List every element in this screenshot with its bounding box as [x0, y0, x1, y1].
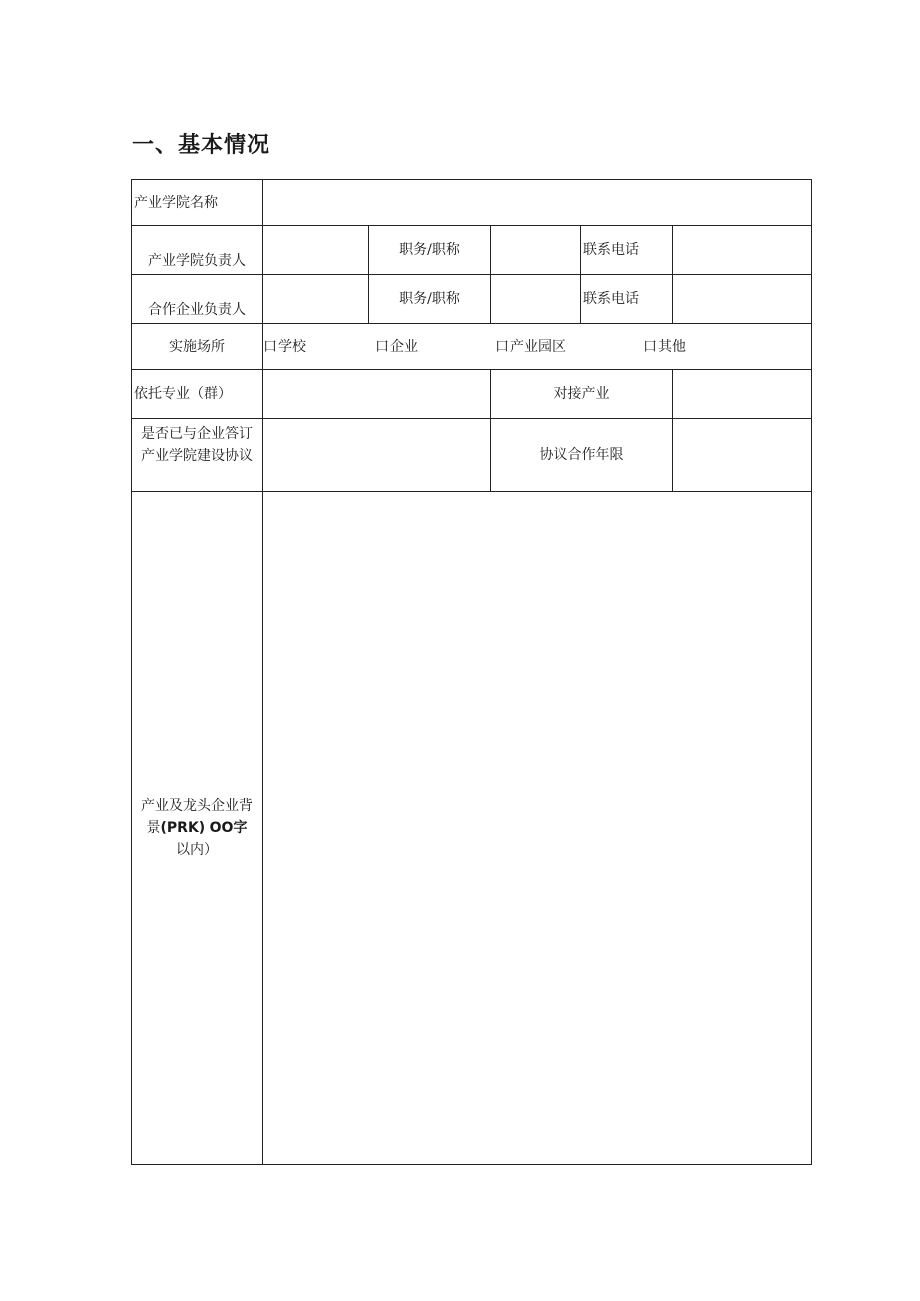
partner-leader-position-field[interactable]: [491, 275, 581, 324]
college-leader-position-label: 职务/职称: [369, 226, 491, 275]
checkbox-icon[interactable]: 口: [495, 338, 509, 355]
college-leader-field[interactable]: [263, 226, 369, 275]
background-field[interactable]: [263, 492, 812, 1165]
agreement-term-label: 协议合作年限: [491, 419, 673, 492]
venue-option-school[interactable]: 口学校: [263, 338, 306, 355]
checkbox-icon[interactable]: 口: [263, 338, 277, 355]
college-leader-phone-field[interactable]: [673, 226, 812, 275]
section-title: 一、基本情况: [132, 133, 271, 158]
venue-option-industrial-park[interactable]: 口产业园区: [495, 338, 566, 355]
major-label: 依托专业（群）: [132, 370, 263, 419]
partner-leader-phone-label: 联系电话: [581, 275, 673, 324]
partner-leader-field[interactable]: [263, 275, 369, 324]
industry-label: 对接产业: [491, 370, 673, 419]
partner-leader-label: 合作企业负责人: [132, 275, 263, 324]
agreement-field[interactable]: [263, 419, 491, 492]
agreement-label: 是否已与企业答订 产业学院建设协议: [132, 419, 263, 492]
partner-leader-position-label: 职务/职称: [369, 275, 491, 324]
row-college-leader: [132, 226, 812, 275]
background-label: 产业及龙头企业背 景(PRK) OO字 以内）: [132, 492, 263, 1165]
college-leader-phone-label: 联系电话: [581, 226, 673, 275]
college-name-field[interactable]: [263, 180, 812, 226]
venue-label: 实施场所: [132, 324, 263, 370]
checkbox-icon[interactable]: 口: [643, 338, 657, 355]
row-partner-leader: [132, 275, 812, 324]
checkbox-icon[interactable]: 口: [375, 338, 389, 355]
college-name-label: 产业学院名称: [132, 180, 263, 226]
row-agreement: [132, 419, 812, 492]
college-leader-label: 产业学院负责人: [132, 226, 263, 275]
partner-leader-phone-field[interactable]: [673, 275, 812, 324]
major-field[interactable]: [263, 370, 491, 419]
basic-info-form: [131, 179, 812, 1165]
row-venue: [132, 324, 812, 370]
venue-option-enterprise[interactable]: 口企业: [375, 338, 418, 355]
college-leader-position-field[interactable]: [491, 226, 581, 275]
row-major: [132, 370, 812, 419]
venue-options: [263, 324, 812, 370]
row-college-name: [132, 180, 812, 226]
industry-field[interactable]: [673, 370, 812, 419]
venue-option-other[interactable]: 口其他: [643, 338, 686, 355]
agreement-term-field[interactable]: [673, 419, 812, 492]
row-background: [132, 492, 812, 1165]
